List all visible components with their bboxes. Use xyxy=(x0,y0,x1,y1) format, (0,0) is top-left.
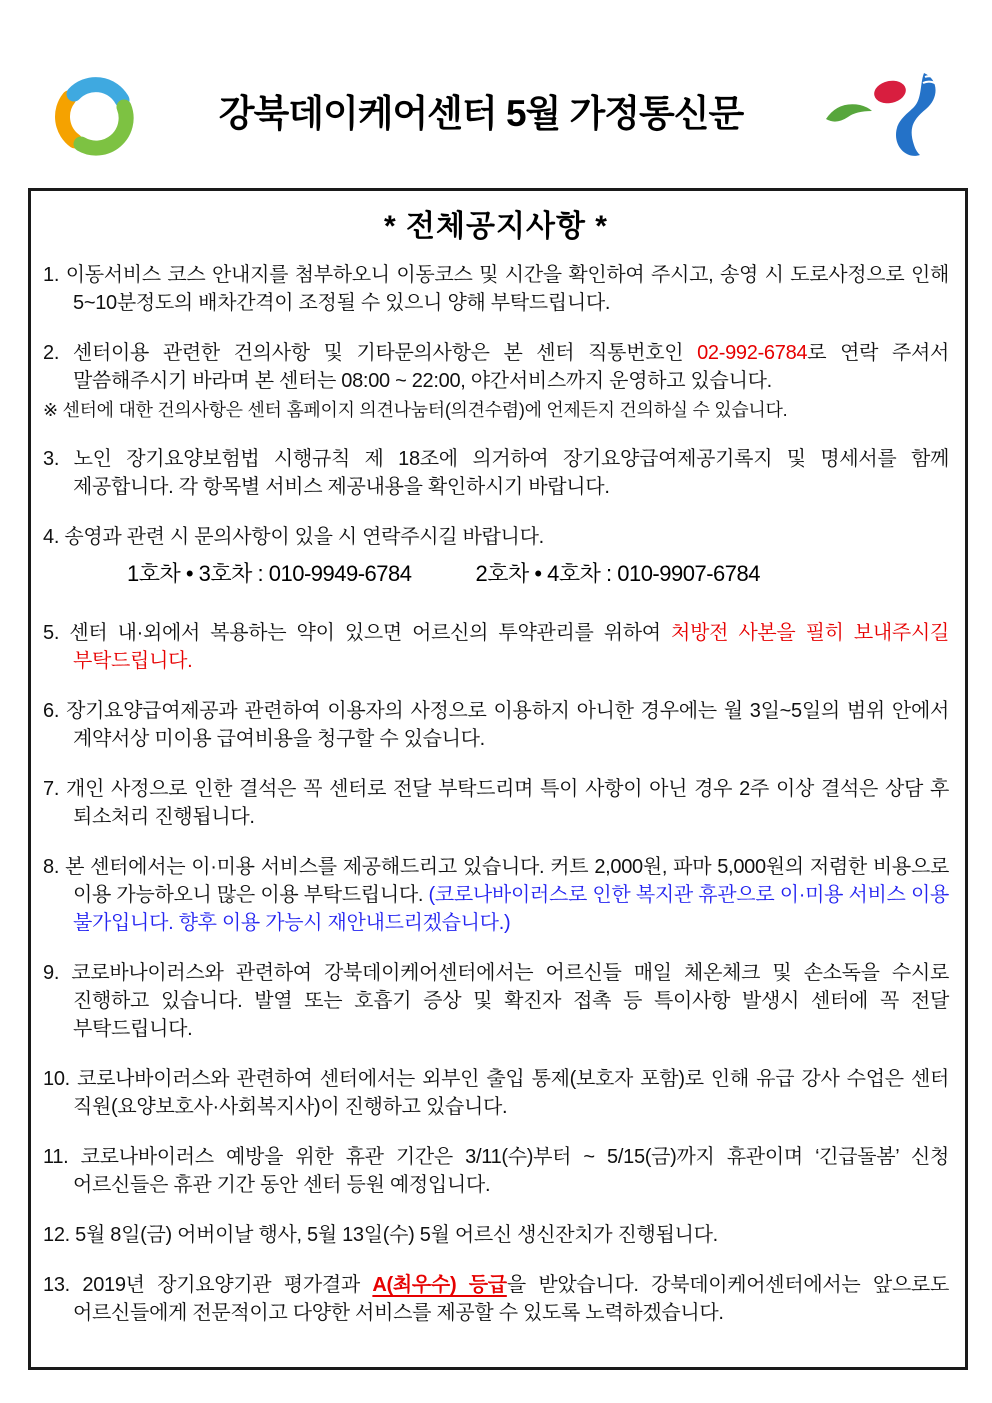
notice-item xyxy=(43,619,949,675)
notice-item xyxy=(43,1221,949,1249)
notice-item xyxy=(43,523,949,551)
item-number: 13. xyxy=(43,1274,83,1296)
item-number: 8. xyxy=(43,856,66,878)
item-text-segment: 02-992-6784 xyxy=(697,342,808,364)
item-number: 11. xyxy=(43,1146,81,1168)
item-text-segment: A(최우수) 등급 xyxy=(372,1274,507,1296)
item-text-segment: 이동서비스 코스 안내지를 첨부하오니 이동코스 및 시간을 확인하여 주시고, 송영 시 도로사정으로 인해 5~10분정도의 배차간격이 조정될 수 있으니 양해 부탁드립니다. xyxy=(65,264,949,314)
item-number: ※ xyxy=(43,400,63,420)
notice-item xyxy=(43,445,949,501)
notice-item xyxy=(43,959,949,1043)
item-number: 3. xyxy=(43,448,74,470)
notice-item xyxy=(43,775,949,831)
item-number: 10. xyxy=(43,1068,78,1090)
item-number: 4. xyxy=(43,526,65,548)
item-number: 1. xyxy=(43,264,66,286)
item-text-segment: 2019년 장기요양기관 평가결과 xyxy=(82,1274,373,1296)
item-number: 5. xyxy=(43,622,70,644)
item-text-segment: 코로나바이러스와 관련하여 센터에서는 외부인 출입 통제(보호자 포함)로 인해 유급 강사 수업은 센터 직원(요양보호사·사회복지사)이 진행하고 있습니다. xyxy=(73,1068,949,1118)
vehicle-phone-numbers xyxy=(43,559,949,589)
phone-entry: 2호차 • 4호차 : 010-9907-6784 xyxy=(475,561,760,586)
notice-item xyxy=(43,853,949,937)
item-text-segment: 5월 8일(금) 어버이날 행사, 5월 13일(수) 5월 어르신 생신잔치가 진행됩니다. xyxy=(75,1224,718,1246)
item-text-segment: (코로나바이러스로 인한 복지관 휴관으로 이·미용 서비스 이용 불가입니다. 향후 이용 가능시 재안내드리겠습니다.) xyxy=(73,884,949,934)
item-text-segment: 노인 장기요양보험법 시행규칙 제 18조에 의거하여 장기요양급여제공기록지 및 명세서를 함께 제공합니다. 각 항목별 서비스 제공내용을 확인하시기 바랍니다. xyxy=(73,448,950,498)
item-text-segment: 센터이용 관련한 건의사항 및 기타문의사항은 본 센터 직통번호인 xyxy=(72,342,698,364)
item-text-segment: 로 연락 주셔서 말씀해주시기 바라며 본 센터는 08:00 ~ 22:00, 야간서비스까지 운영하고 있습니다. xyxy=(73,342,950,392)
header xyxy=(0,0,992,176)
notice-list xyxy=(43,261,949,1327)
notice-item xyxy=(43,1271,949,1327)
notice-item xyxy=(43,1143,949,1199)
notice-box xyxy=(28,188,968,1370)
item-text-segment: 개인 사정으로 인한 결석은 꼭 센터로 전달 부탁드리며 특이 사항이 아닌 경우 2주 이상 결석은 상담 후 퇴소처리 진행됩니다. xyxy=(66,778,949,828)
item-text-segment: 장기요양급여제공과 관련하여 이용자의 사정으로 이용하지 아니한 경우에는 월 3일~5일의 범위 안에서 계약서상 미이용 급여비용을 청구할 수 있습니다. xyxy=(66,700,949,750)
item-text-segment: 센터 내·외에서 복용하는 약이 있으면 어르신의 투약관리를 위하여 xyxy=(69,622,672,644)
notice-title: * 전체공지사항 * xyxy=(384,210,608,243)
item-text-segment: 처방전 사본을 필히 보내주시길 부탁드립니다. xyxy=(73,622,949,672)
item-number: 2. xyxy=(43,342,73,364)
notice-item xyxy=(43,697,949,753)
item-text-segment: 본 센터에서는 이·미용 서비스를 제공해드리고 있습니다. 커트 2,000원, 파마 5,000원의 저렴한 비용으로 이용 가능하오니 많은 이용 부탁드립니다. xyxy=(65,856,949,906)
page-title: 강북데이케어센터 5월 가정통신문 xyxy=(218,93,744,134)
notice-item xyxy=(43,261,949,317)
notice-item xyxy=(43,339,949,395)
phone-entry: 1호차 • 3호차 : 010-9949-6784 xyxy=(127,561,412,586)
item-number: 6. xyxy=(43,700,67,722)
item-number: 7. xyxy=(43,778,67,800)
notice-item xyxy=(43,1065,949,1121)
center-swirl-logo-icon xyxy=(40,67,150,167)
seoul-city-logo-icon xyxy=(812,67,962,167)
notice-note xyxy=(43,397,949,423)
item-text-segment: 코로나바이러스 예방을 위한 휴관 기간은 3/11(수)부터 ~ 5/15(금)까지 휴관이며 ‘긴급돌봄’ 신청 어르신들은 휴관 기간 동안 센터 등원 예정입니다. xyxy=(73,1146,949,1196)
item-text-segment: 코로바나이러스와 관련하여 강북데이케어센터에서는 어르신들 매일 체온체크 및 손소독을 수시로 진행하고 있습니다. 발열 또는 호흡기 증상 및 확진자 접촉 등 특이사항 발생시 센터에 꼭 전달 부탁드립니다. xyxy=(71,962,949,1040)
item-text-segment: 송영과 관련 시 문의사항이 있을 시 연락주시길 바랍니다. xyxy=(64,526,544,548)
item-number: 9. xyxy=(43,962,72,984)
item-text-segment: 을 받았습니다. 강북데이케어센터에서는 앞으로도 어르신들에게 전문적이고 다양한 서비스를 제공할 수 있도록 노력하겠습니다. xyxy=(73,1274,949,1324)
item-text-segment: 센터에 대한 건의사항은 센터 홈페이지 의견나눔터(의견수렴)에 언제든지 건의하실 수 있습니다. xyxy=(62,400,788,420)
item-number: 12. xyxy=(43,1224,76,1246)
